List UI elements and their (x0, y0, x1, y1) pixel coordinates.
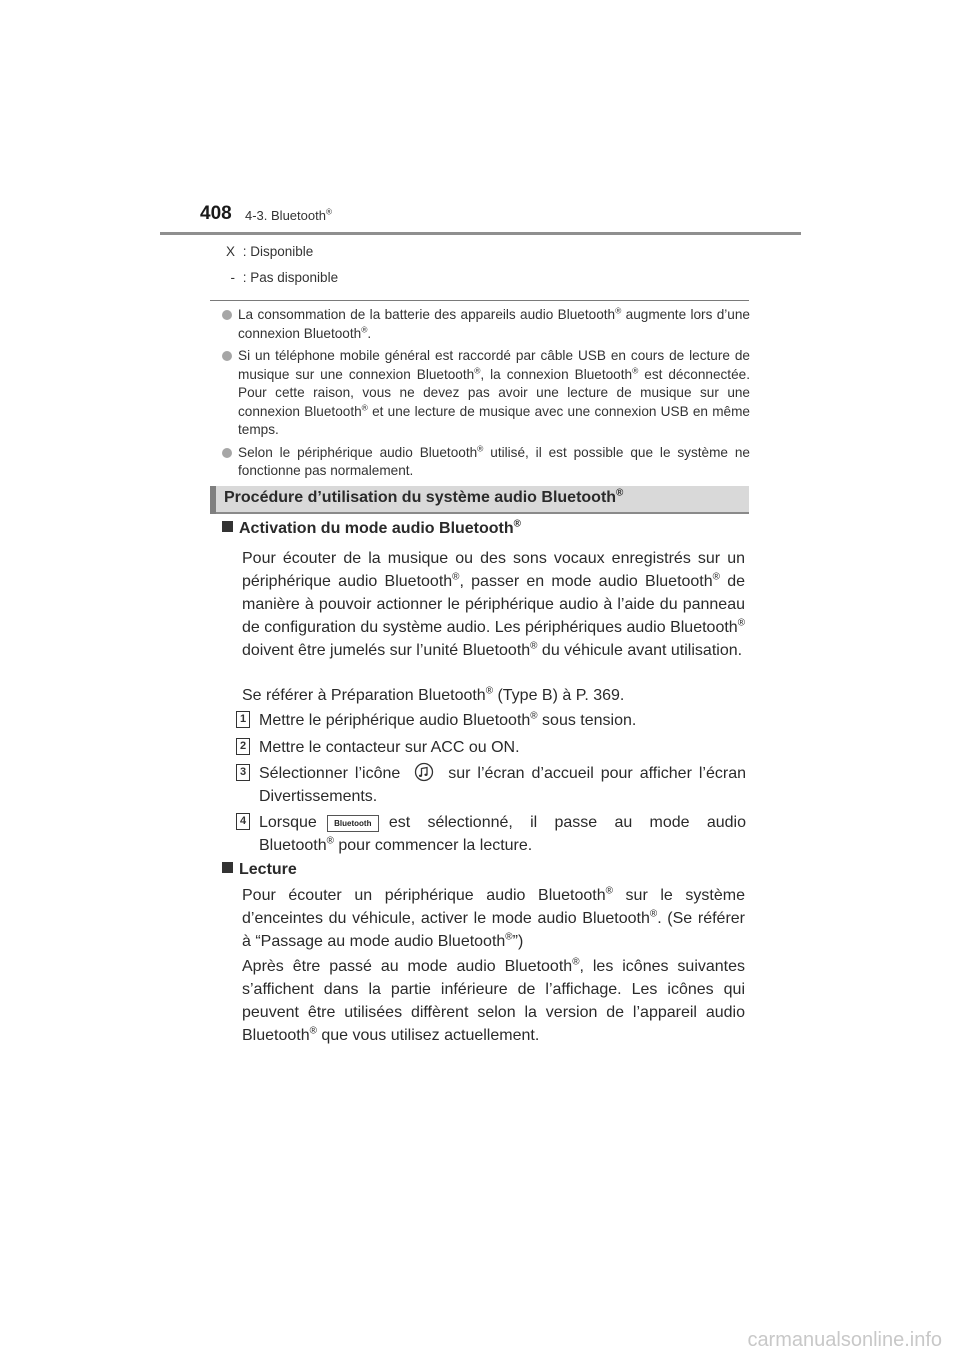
notes-list (222, 306, 750, 485)
step-3: 3 Sélectionner l’icône sur l’écran d’accueil pour afficher l’écran Divertissements. (236, 762, 746, 808)
square-bullet-icon (222, 862, 233, 873)
activation-paragraph: Pour écouter de la musique ou des sons vocaux enregistrés sur un périphérique audio Bluetooth®, passer en mode audio Bluetooth® de manière à pouvoir actionner le périphérique audio à l’aide du panneau de configuration du système audio. Les périphériques audio Bluetooth® doivent être jumelés sur l’unité Bluetooth® du véhicule avant utilisation. (242, 550, 745, 659)
bullet-icon (222, 310, 232, 320)
page-number: 408 (200, 203, 232, 224)
step-number: 1 (236, 711, 250, 728)
note-item: Si un téléphone mobile général est raccordé par câble USB en cours de lecture de musique sur une connexion Bluetooth®, la connexion Bluetooth® est déconnectée. Pour cette raison, vous ne devez pas avoir une lecture de musique sur une connexion Bluetooth® et une lecture de musique avec une connexion USB en même temps. (222, 347, 750, 440)
notes-rule (210, 300, 749, 301)
step-number: 2 (236, 738, 250, 755)
square-bullet-icon (222, 521, 233, 532)
music-note-icon (411, 762, 437, 782)
section-label: 4-3. Bluetooth® (245, 207, 332, 223)
page-header (200, 203, 800, 233)
lecture-paragraph-2: Après être passé au mode audio Bluetooth®, les icônes suivantes s’affichent dans la partie inférieure de l’affichage. Les icônes qui peuvent être utilisées diffèrent selon la version de l’appareil audio Bluetooth® que vous utilisez actuellement. (242, 956, 746, 1044)
step-number: 3 (236, 764, 250, 781)
bluetooth-button-graphic: Bluetooth (327, 815, 379, 832)
step-4: 4 Lorsque Bluetooth est sélectionné, il passe au mode audio Bluetooth® pour commencer la lecture. (236, 811, 746, 857)
section-title-bar (210, 486, 749, 514)
step-2: 2 Mettre le contacteur sur ACC ou ON. (236, 736, 746, 759)
subhead-lecture: Lecture (222, 861, 297, 879)
legend-unavailable: - : Pas disponible (230, 270, 339, 285)
legend-available: X : Disponible (225, 244, 314, 259)
step-number: 4 (236, 813, 250, 830)
subhead-activation: Activation du mode audio Bluetooth® (222, 520, 521, 538)
section-title: Procédure d’utilisation du système audio Bluetooth® (224, 487, 624, 506)
bullet-icon (222, 351, 232, 361)
activation-reference: Se référer à Préparation Bluetooth® (Type B) à P. 369. (242, 685, 625, 704)
note-item: La consommation de la batterie des appareils audio Bluetooth® augmente lors d’une connexion Bluetooth®. (222, 306, 750, 343)
step-1: 1 Mettre le périphérique audio Bluetooth® sous tension. (236, 709, 746, 732)
bullet-icon (222, 448, 232, 458)
note-item: Selon le périphérique audio Bluetooth® utilisé, il est possible que le système ne fonctionne pas normalement. (222, 444, 750, 481)
header-rule (160, 232, 801, 235)
lecture-paragraph-1: Pour écouter un périphérique audio Bluetooth® sur le système d’enceintes du véhicule, activer le mode audio Bluetooth®. (Se référer à “Passage au mode audio Bluetooth®”) (242, 885, 745, 950)
watermark: carmanualsonline.info (747, 1329, 942, 1351)
